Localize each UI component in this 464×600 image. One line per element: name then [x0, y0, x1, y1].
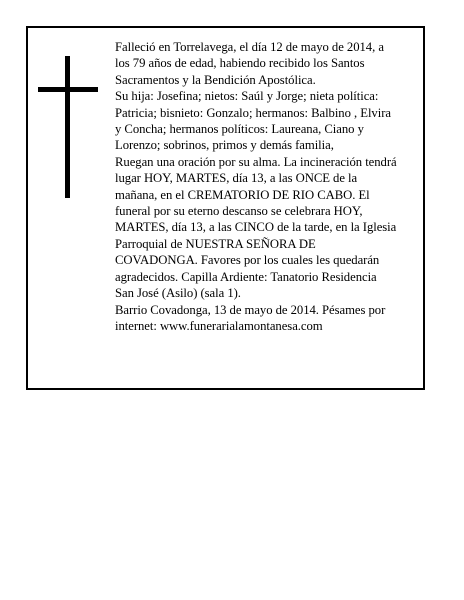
obituary-line: Parroquial de NUESTRA SEÑORA DE	[115, 236, 316, 251]
obituary-line: Ruegan una oración por su alma. La incineración tendrá	[115, 154, 397, 169]
obituary-text	[115, 39, 420, 334]
cross-vertical-bar	[65, 56, 70, 198]
latin-cross-icon	[38, 56, 98, 198]
obituary-line: mañana, en el CREMATORIO DE RIO CABO. El	[115, 187, 370, 202]
obituary-line: Lorenzo; sobrinos, primos y demás familia,	[115, 138, 334, 153]
obituary-notice-frame	[26, 26, 425, 390]
obituary-line: Su hija: Josefina; nietos: Saúl y Jorge; nieta política:	[115, 89, 379, 104]
obituary-line: Patricia; bisnieto: Gonzalo; hermanos: Balbino , Elvira	[115, 105, 391, 120]
obituary-line: y Concha; hermanos políticos: Laureana, Ciano y	[115, 122, 364, 137]
cross-horizontal-bar	[38, 87, 98, 92]
obituary-line: Barrio Covadonga, 13 de mayo de 2014. Pésames por	[115, 302, 386, 317]
obituary-line: San José (Asilo) (sala 1).	[115, 286, 241, 301]
obituary-line: los 79 años de edad, habiendo recibido los Santos	[115, 56, 365, 71]
obituary-line: agradecidos. Capilla Ardiente: Tanatorio Residencia	[115, 269, 377, 284]
obituary-line: funeral por su eterno descanso se celebrara HOY,	[115, 204, 363, 219]
obituary-line: Falleció en Torrelavega, el día 12 de mayo de 2014, a	[115, 40, 384, 54]
obituary-line: internet: www.funerarialamontanesa.com	[115, 318, 323, 333]
obituary-line: lugar HOY, MARTES, día 13, a las ONCE de la	[115, 171, 358, 186]
obituary-line: COVADONGA. Favores por los cuales les quedarán	[115, 253, 380, 268]
obituary-line: Sacramentos y la Bendición Apostólica.	[115, 72, 316, 87]
obituary-line: MARTES, día 13, a las CINCO de la tarde, en la Iglesia	[115, 220, 397, 235]
